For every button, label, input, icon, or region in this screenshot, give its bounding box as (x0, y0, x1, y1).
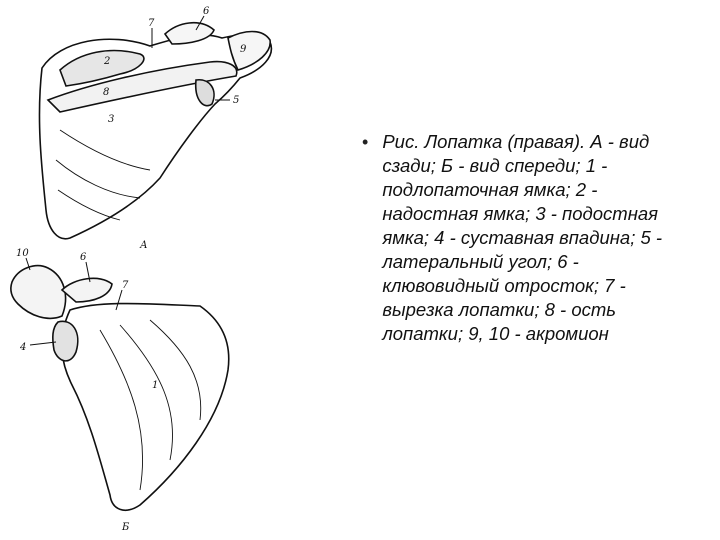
label-b10: 10 (16, 248, 29, 259)
label-b6: 6 (80, 252, 87, 263)
label-a8: 8 (103, 87, 110, 98)
label-b7: 7 (122, 280, 129, 291)
label-a-letter: А (140, 240, 148, 251)
caption-text: Рис. Лопатка (правая). А - вид сзади; Б - вид спереди; 1 - подлопаточная ямка; 2 - надостная ямка; 3 - подостная ямка; 4 - суставная впадина; 5 - латеральный угол; 6 - клювовидный отросток; 7 - вырезка лопатки; 8 - ость лопатки; 9, 10 - акромион (382, 131, 663, 344)
label-b4: 4 (20, 342, 27, 353)
label-a3: 3 (108, 114, 115, 125)
label-b-letter: Б (122, 522, 130, 533)
scapula-illustration (0, 0, 330, 540)
scapula-drawing (0, 0, 330, 540)
label-a5: 5 (233, 95, 240, 106)
label-a9: 9 (240, 44, 247, 55)
label-a7: 7 (148, 18, 155, 29)
label-a6: 6 (203, 6, 210, 17)
scapula-posterior-view (39, 16, 271, 239)
figure-caption (362, 130, 692, 346)
scapula-anterior-view (11, 258, 229, 510)
bullet: • (362, 132, 369, 152)
label-a2: 2 (104, 56, 111, 67)
label-b1: 1 (152, 380, 159, 391)
